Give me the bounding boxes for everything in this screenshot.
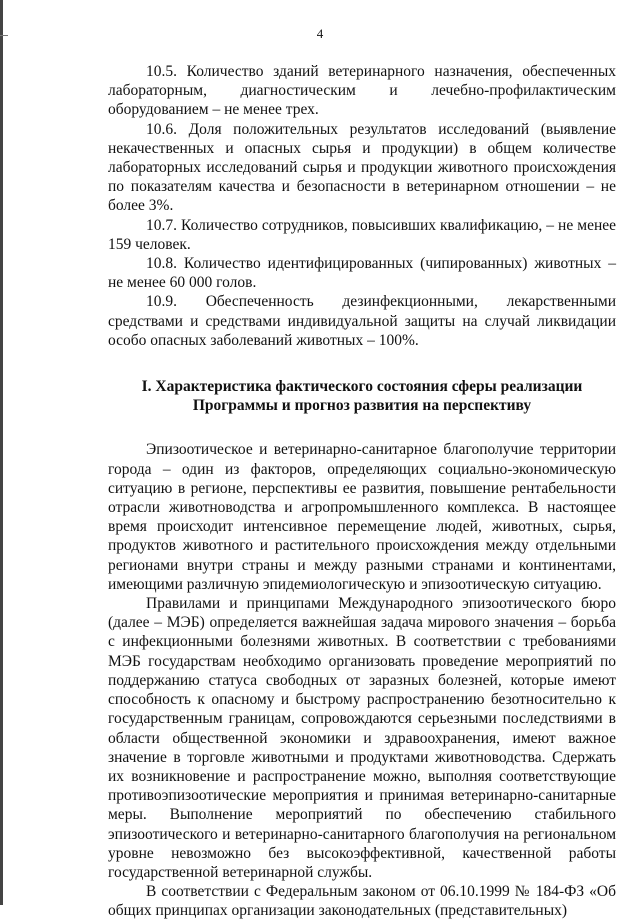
scan-left-edge: [0, 0, 3, 905]
section-heading: [108, 377, 616, 415]
item-10-6: 10.6. Доля положительных результатов исследований (выявление некачественных и опасных сырья и продукции) в общем количестве лабораторных исследований сырья и продукции животного происхождения по показателям качества и безопасности в ветеринарном отношении – не более 3%.: [108, 120, 616, 215]
item-10-7: 10.7. Количество сотрудников, повысивших квалификацию, – не менее 159 человек.: [108, 216, 616, 253]
section-paragraph: В соответствии с Федеральным законом от 06.10.1999 № 184-ФЗ «Об общих принципах организации законодательных (представительных): [108, 883, 616, 920]
section-paragraph: Эпизоотическое и ветеринарно-санитарное благополучие территории города – один из факторов, определяющих социально-экономическую ситуацию в регионе, перспективы ее развития, повышение рентабельности отрасли животноводства и агропромышленного комплекса. В настоящее время происходит интенсивное перемещение людей, животных, сырья, продуктов животного и растительного происхождения между отдельными регионами внутри страны и между разными странами и континентами, имеющими различную эпидемиологическую и эпизоотическую ситуацию.: [108, 441, 616, 593]
section-heading-line2: Программы и прогноз развития на перспективу: [192, 397, 532, 415]
page-number: 4: [316, 26, 324, 41]
item-10-9: 10.9. Обеспеченность дезинфекционными, лекарственными средствами и средствами индивидуальной защиты на случай ликвидации особо опасных заболеваний животных – 100%.: [108, 293, 616, 349]
document-body: [108, 62, 616, 921]
section-paragraph: Правилами и принципами Международного эпизоотического бюро (далее – МЭБ) определяется важнейшая задача мирового значения – борьба с инфекционными болезнями животных. В соответствии с требованиями МЭБ государствам необходимо организовать проведение мероприятий по поддержанию статуса свободных от заразных болезней, которые имеют способность к опасному и быстрому распространению безотносительно к государственным границам, сопровождаются серьезными последствиями в области общественной экономики и здравоохранения, имеют важное значение в торговле животными и продуктами животноводства. Сдержать их возникновение и распространение можно, выполняя соответствующие противоэпизоотические мероприятия и принимая ветеринарно-санитарные меры. Выполнение мероприятий по обеспечению стабильного эпизоотического и ветеринарно-санитарного благополучия на региональном уровне невозможно без высокоэффективной, качественной работы государственной ветеринарной службы.: [108, 595, 616, 881]
item-10-8: 10.8. Количество идентифицированных (чипированных) животных – не менее 60 000 голов.: [108, 255, 616, 292]
item-10-5: 10.5. Количество зданий ветеринарного назначения, обеспеченных лабораторным, диагностическим и лечебно-профилактическим оборудованием – не менее трех.: [108, 63, 616, 119]
section-heading-line1: I. Характеристика фактического состояния сферы реализации: [141, 378, 583, 396]
